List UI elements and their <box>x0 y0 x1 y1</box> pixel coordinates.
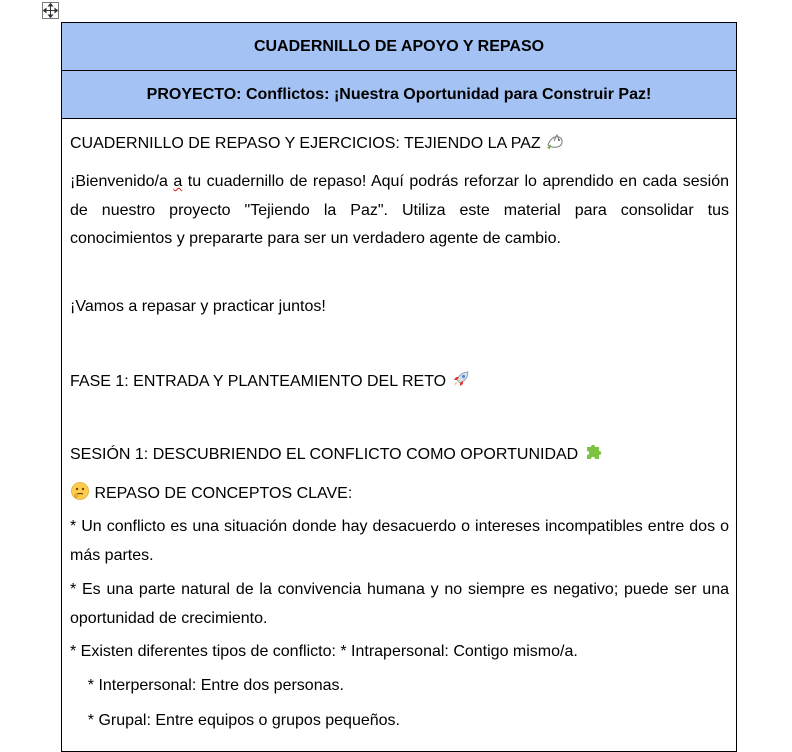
list-item: * Existen diferentes tipos de conflicto: * Intrapersonal: Contigo mismo/a. <box>70 643 578 660</box>
rocket-icon <box>451 369 471 394</box>
section-heading: CUADERNILLO DE REPASO Y EJERCICIOS: TEJIENDO LA PAZ <box>70 133 729 156</box>
thinking-face-icon <box>70 481 90 506</box>
list-item: * Interpersonal: Entre dos personas. <box>70 677 344 694</box>
intro-paragraph: ¡Bienvenido/a a tu cuadernillo de repaso! Aquí podrás reforzar lo aprendido en cada sesión de nuestro proyecto "Tejiendo la Paz". Utiliza este material para consolidar tus conocimientos y prepararte para ser un verdadero agente de cambio. <box>70 173 729 247</box>
document-title-cell <box>62 23 736 71</box>
table-move-handle-icon[interactable] <box>42 2 59 19</box>
list-item: * Es una parte natural de la convivencia humana y no siempre es negativo; puede ser una oportunidad de crecimiento. <box>70 581 729 627</box>
document-title: CUADERNILLO DE APOYO Y REPASO <box>253 37 545 55</box>
dove-icon <box>545 133 565 156</box>
review-heading: REPASO DE CONCEPTOS CLAVE: <box>70 481 729 506</box>
session-heading: SESIÓN 1: DESCUBRIENDO EL CONFLICTO COMO OPORTUNIDAD <box>70 442 729 467</box>
list-item: * Grupal: Entre equipos o grupos pequeños. <box>70 712 400 729</box>
document-table <box>61 22 737 752</box>
project-title-cell <box>62 71 736 119</box>
list-item: * Un conflicto es una situación donde hay desacuerdo o intereses incompatibles entre dos o más partes. <box>70 518 729 564</box>
cheer-text: ¡Vamos a repasar y practicar juntos! <box>70 298 326 315</box>
project-title: PROYECTO: Conflictos: ¡Nuestra Oportunidad para Construir Paz! <box>146 85 652 103</box>
phase-heading: FASE 1: ENTRADA Y PLANTEAMIENTO DEL RETO <box>70 369 729 394</box>
puzzle-piece-icon <box>583 442 603 467</box>
spelling-flag: a <box>173 173 183 190</box>
